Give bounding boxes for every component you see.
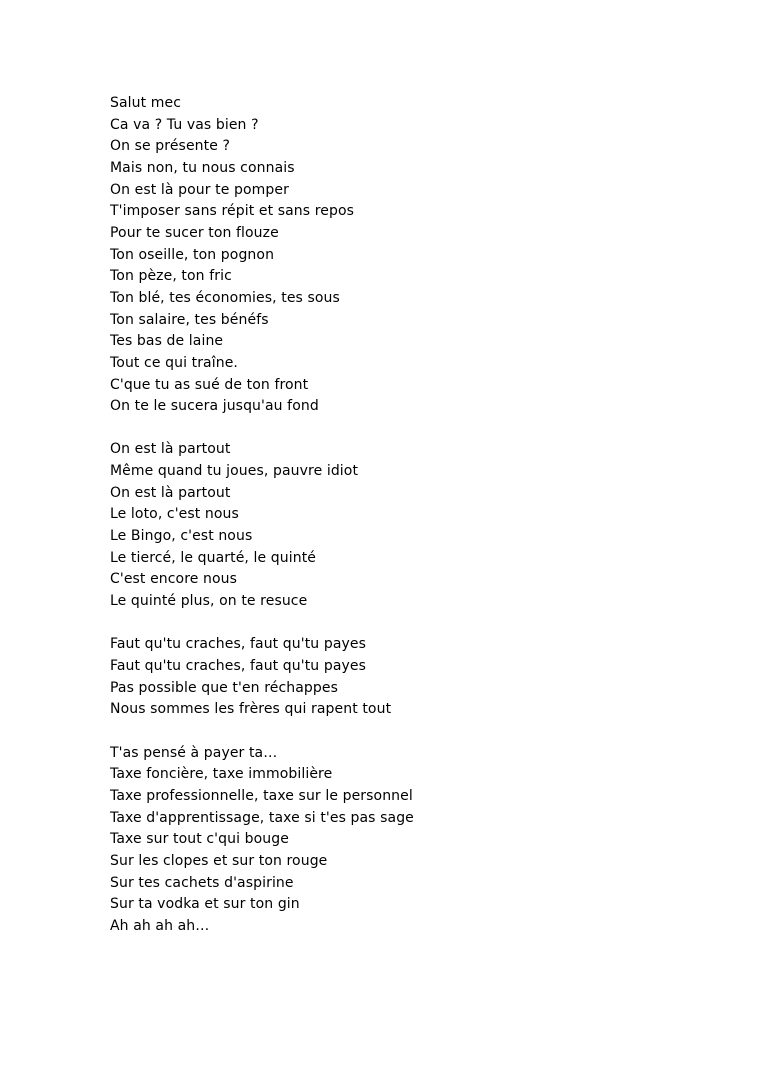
lyric-line: Tout ce qui traîne. xyxy=(110,354,238,371)
stanza-4 xyxy=(110,743,710,938)
lyric-line: Mais non, tu nous connais xyxy=(110,159,295,176)
lyric-line: Faut qu'tu craches, faut qu'tu payes xyxy=(110,658,366,675)
lyric-line: Le loto, c'est nous xyxy=(110,506,239,523)
lyric-line: On est là partout xyxy=(110,484,231,501)
lyric-line: Pour te sucer ton flouze xyxy=(110,224,279,241)
lyric-line: Ton oseille, ton pognon xyxy=(110,246,275,263)
lyric-line: Sur les clopes et sur ton rouge xyxy=(110,852,328,869)
stanza-3 xyxy=(110,634,710,721)
lyric-line: C'que tu as sué de ton front xyxy=(110,376,309,393)
lyric-line: Le quinté plus, on te resuce xyxy=(110,593,308,610)
lyric-line: Le Bingo, c'est nous xyxy=(110,528,253,545)
lyric-line: On se présente ? xyxy=(110,138,231,155)
lyric-line: Taxe sur tout c'qui bouge xyxy=(110,831,289,848)
lyric-line: Ton salaire, tes bénéfs xyxy=(110,311,269,328)
stanza-2 xyxy=(110,439,710,612)
lyric-line: Taxe professionnelle, taxe sur le personnel xyxy=(110,787,413,804)
lyric-line: Ton pèze, ton fric xyxy=(110,268,232,285)
stanza-1 xyxy=(110,93,710,418)
lyric-line: Le tiercé, le quarté, le quinté xyxy=(110,549,316,566)
lyric-line: T'imposer sans répit et sans repos xyxy=(110,203,355,220)
lyric-line: Ton blé, tes économies, tes sous xyxy=(110,289,340,306)
lyric-line: Faut qu'tu craches, faut qu'tu payes xyxy=(110,636,366,653)
lyric-line: Pas possible que t'en réchappes xyxy=(110,679,338,696)
lyric-line: Salut mec xyxy=(110,95,182,111)
lyric-line: C'est encore nous xyxy=(110,571,238,588)
lyric-line: Même quand tu joues, pauvre idiot xyxy=(110,463,359,480)
lyric-line: Ah ah ah ah… xyxy=(110,917,210,934)
lyric-line: On est là pour te pomper xyxy=(110,181,289,198)
lyrics-text xyxy=(110,93,710,938)
lyric-line: Ca va ? Tu vas bien ? xyxy=(110,116,259,133)
lyric-line: On est là partout xyxy=(110,441,231,458)
lyric-line: Taxe d'apprentissage, taxe si t'es pas sage xyxy=(110,809,414,826)
lyric-line: Taxe foncière, taxe immobilière xyxy=(110,766,333,783)
lyric-line: Sur tes cachets d'aspirine xyxy=(110,874,294,891)
lyric-line: Nous sommes les frères qui rapent tout xyxy=(110,701,392,718)
lyric-line: On te le sucera jusqu'au fond xyxy=(110,398,319,415)
lyric-line: Sur ta vodka et sur ton gin xyxy=(110,896,300,913)
lyric-line: T'as pensé à payer ta… xyxy=(110,744,278,761)
lyric-line: Tes bas de laine xyxy=(110,333,224,350)
